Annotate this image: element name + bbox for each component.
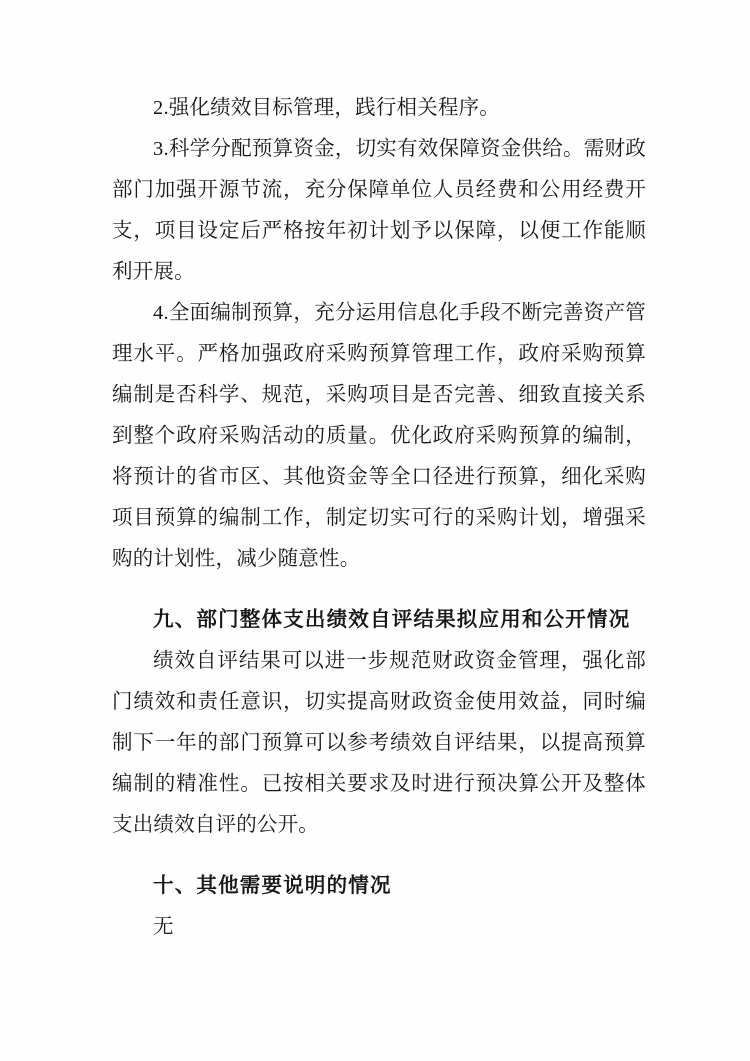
paragraph-item-3: 3.科学分配预算资金，切实有效保障资金供给。需财政部门加强开源节流，充分保障单位人员经费和公用经费开支，项目设定后严格按年初计划予以保障，以便工作能顺利开展。 xyxy=(112,138,646,283)
paragraph-item-4: 4.全面编制预算，充分运用信息化手段不断完善资产管理水平。严格加强政府采购预算管理工作，政府采购预算编制是否科学、规范，采购项目是否完善、细致直接关系到整个政府采购活动的质量。优化政府采购预算的编制，将预计的省市区、其他资金等全口径进行预算，细化采购项目预算的编制工作，制定切实可行的采购计划，增强采购的计划性，减少随意性。 xyxy=(112,302,646,570)
paragraph-section-ten-body: 无 xyxy=(153,916,174,938)
section-heading-nine: 九、部门整体支出绩效自评结果拟应用和公开情况 xyxy=(153,609,631,631)
section-heading-ten: 十、其他需要说明的情况 xyxy=(153,875,392,897)
paragraph-section-nine-body: 绩效自评结果可以进一步规范财政资金管理，强化部门绩效和责任意识，切实提高财政资金使用效益，同时编制下一年的部门预算可以参考绩效自评结果，以提高预算编制的精准性。已按相关要求及时进行预决算公开及整体支出绩效自评的公开。 xyxy=(112,650,646,836)
paragraph-item-2: 2.强化绩效目标管理，践行相关程序。 xyxy=(153,97,500,119)
document-body xyxy=(112,88,646,948)
